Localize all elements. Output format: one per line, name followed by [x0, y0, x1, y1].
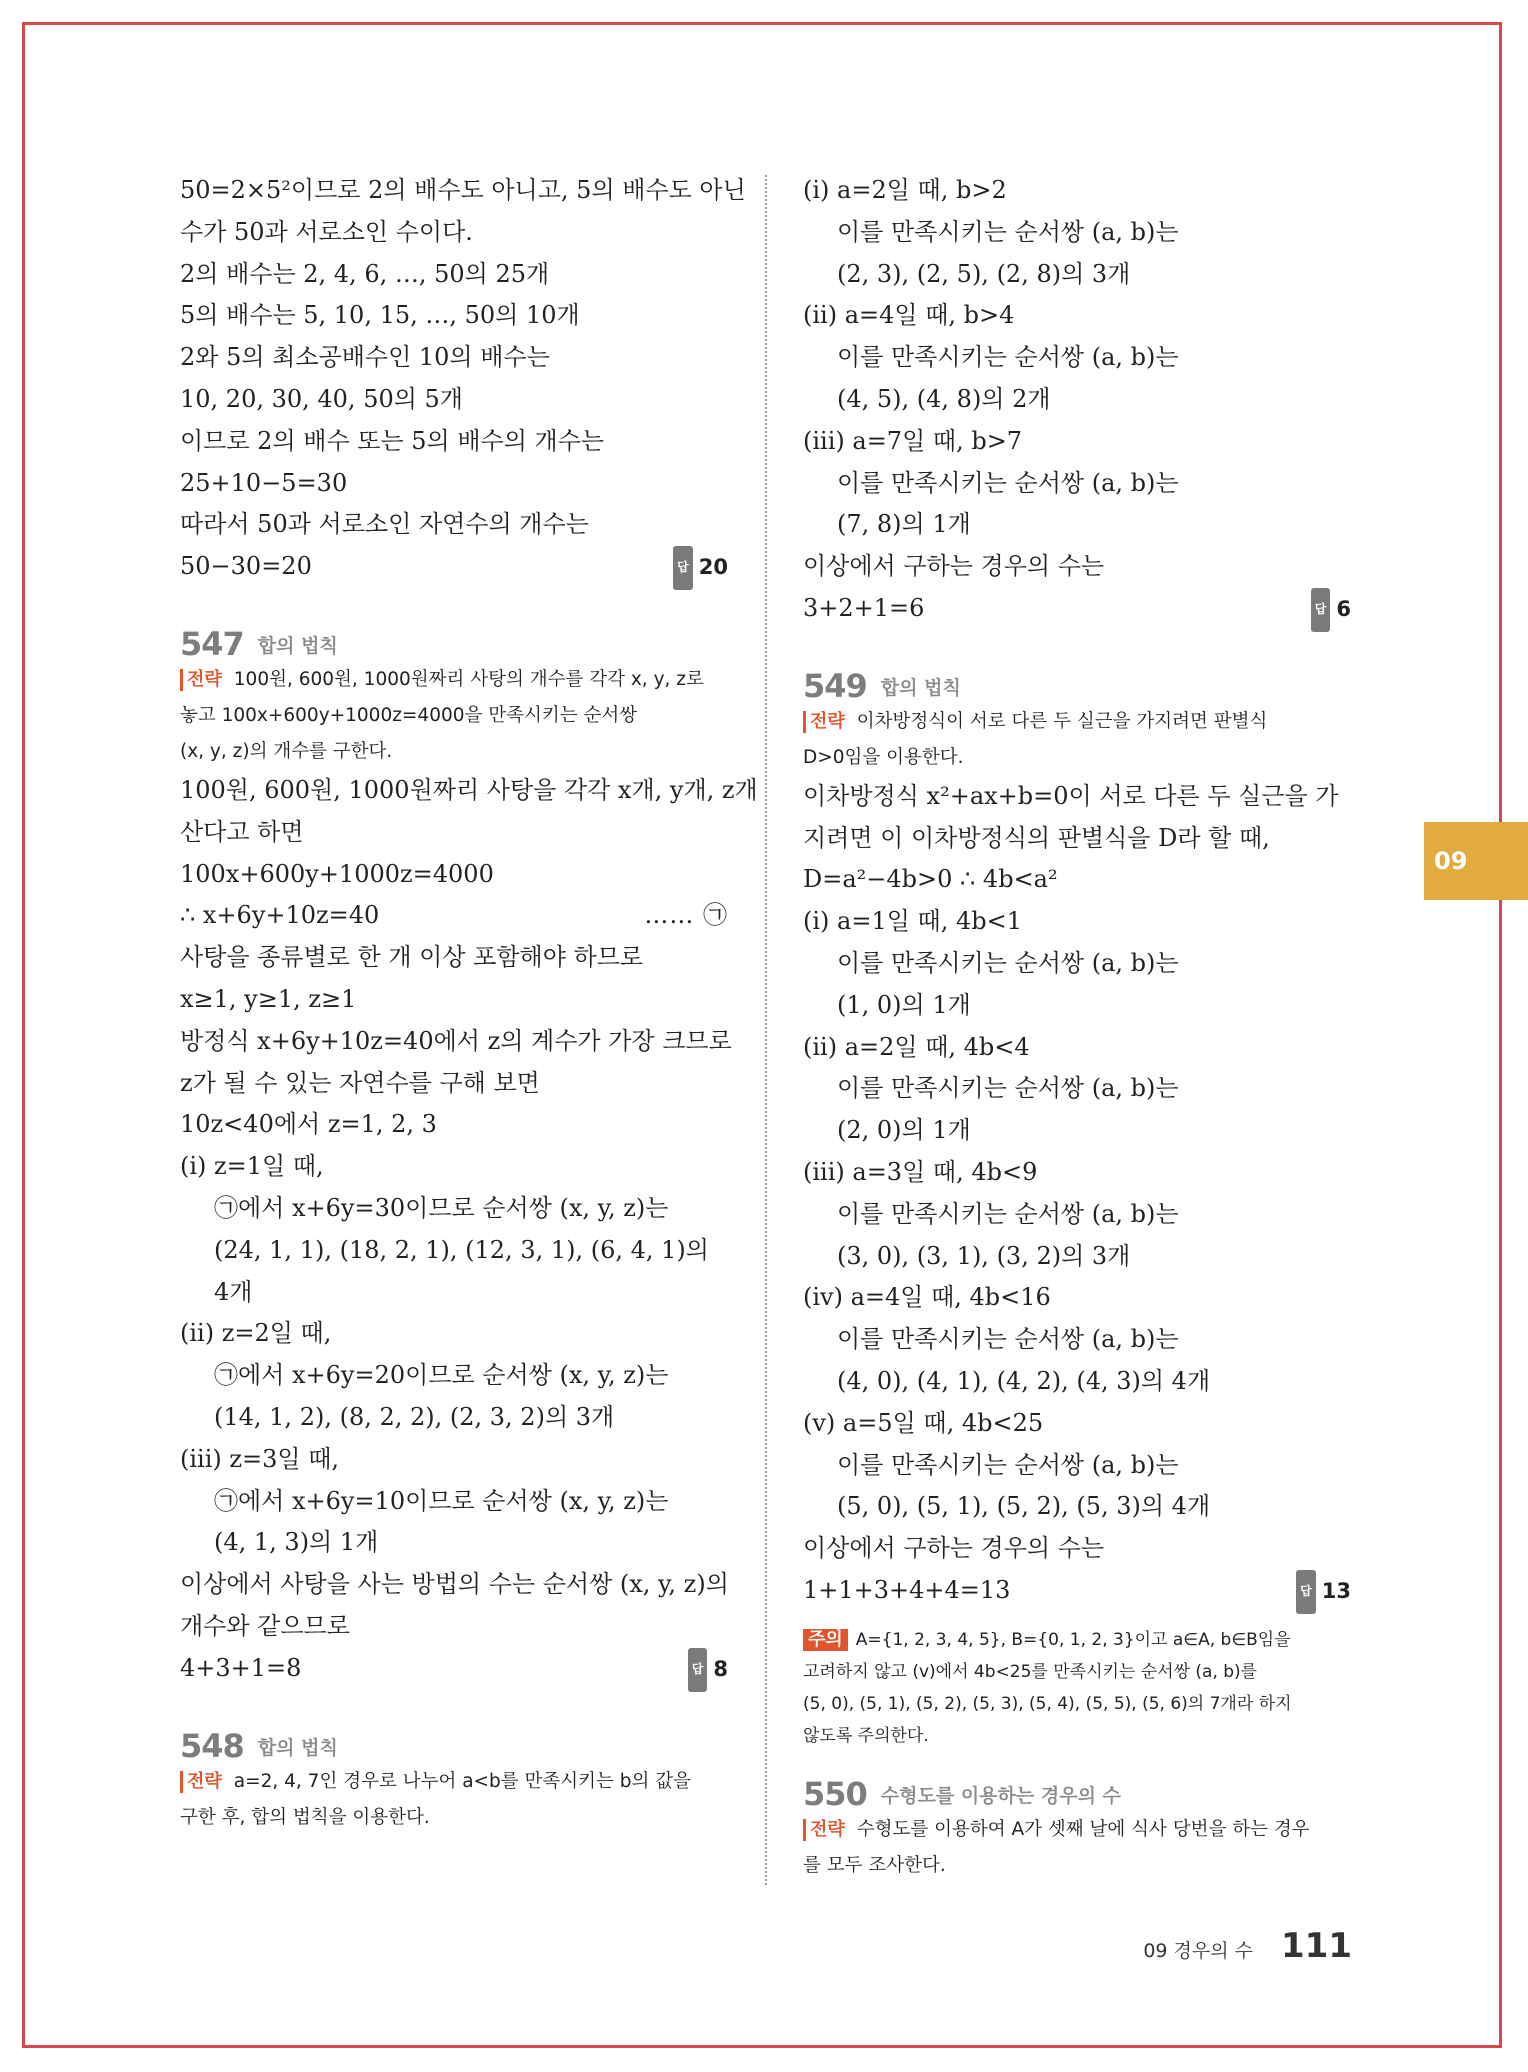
solution-line: (3, 0), (3, 1), (3, 2)의 3개 [837, 1241, 1131, 1270]
solution-line [180, 1648, 728, 1690]
solution-line: 5의 배수는 5, 10, 15, …, 50의 10개 [180, 301, 580, 330]
solution-line: ㉠에서 x+6y=20이므로 순서쌍 (x, y, z)는 [214, 1361, 669, 1390]
solution-line: 10z<40에서 z=1, 2, 3 [180, 1110, 437, 1139]
strategy-line: 이차방정식이 서로 다른 두 실근을 가지려면 판별식 [856, 710, 1268, 732]
problem-header-548 [180, 1720, 728, 1764]
solution-line: 이를 만족시키는 순서쌍 (a, b)는 [837, 1074, 1179, 1103]
problem-number: 550 [803, 1774, 867, 1813]
case-heading: (iii) a=3일 때, 4b<9 [803, 1157, 1038, 1186]
answer-value: 13 [1321, 1578, 1351, 1603]
equation: ∴ x+6y+10z=40 [180, 901, 380, 930]
problem-header-550 [803, 1768, 1351, 1812]
solution-line: x≥1, y≥1, z≥1 [180, 984, 357, 1013]
strategy-line: (x, y, z)의 개수를 구한다. [180, 740, 393, 762]
strategy-box [180, 662, 728, 698]
solution-line [803, 588, 1351, 630]
solution-line: 2와 5의 최소공배수인 10의 배수는 [180, 343, 550, 372]
answer-value: 20 [698, 555, 728, 580]
solution-line: 이상에서 구하는 경우의 수는 [803, 552, 1105, 581]
answer-badge [673, 546, 728, 590]
solution-line: 방정식 x+6y+10z=40에서 z의 계수가 가장 크므로 [180, 1026, 732, 1055]
solution-line: 이상에서 사탕을 사는 방법의 수는 순서쌍 (x, y, z)의 [180, 1570, 729, 1599]
strategy-tag: 전략 [803, 1819, 851, 1841]
solution-line: 개수와 같으므로 [180, 1611, 350, 1640]
solution-line: (7, 8)의 1개 [837, 510, 971, 539]
answer-icon: 답 [1311, 588, 1331, 632]
problem-number: 547 [180, 624, 244, 663]
solution-line: (2, 3), (2, 5), (2, 8)의 3개 [837, 259, 1131, 288]
column-divider [765, 175, 767, 1885]
strategy-box [803, 1812, 1351, 1848]
solution-line: ㉠에서 x+6y=10이므로 순서쌍 (x, y, z)는 [214, 1486, 669, 1515]
solution-line: 이를 만족시키는 순서쌍 (a, b)는 [837, 343, 1179, 372]
solution-line [180, 546, 728, 588]
solution-line: (1, 0)의 1개 [837, 990, 971, 1019]
solution-line: (4, 0), (4, 1), (4, 2), (4, 3)의 4개 [837, 1366, 1211, 1395]
answer-badge [688, 1648, 728, 1692]
solution-line: 따라서 50과 서로소인 자연수의 개수는 [180, 510, 589, 539]
equation-marker: …… ㉠ [644, 901, 728, 930]
solution-line: (5, 0), (5, 1), (5, 2), (5, 3)의 4개 [837, 1492, 1211, 1521]
solution-line: 산다고 하면 [180, 817, 304, 846]
solution-line: 이상에서 구하는 경우의 수는 [803, 1534, 1105, 1563]
solution-line: 이므로 2의 배수 또는 5의 배수의 개수는 [180, 426, 605, 455]
solution-line: 10, 20, 30, 40, 50의 5개 [180, 384, 463, 413]
solution-line [180, 895, 728, 937]
equation: 50−30=20 [180, 552, 312, 581]
problem-header-547 [180, 618, 728, 662]
right-column [803, 170, 1351, 1884]
case-heading: (ii) z=2일 때, [180, 1319, 332, 1348]
caution-line: (5, 0), (5, 1), (5, 2), (5, 3), (5, 4), (5, 5), (5, 6)의 7개라 하지 [803, 1693, 1292, 1714]
solution-line: 이를 만족시키는 순서쌍 (a, b)는 [837, 217, 1179, 246]
strategy-line: D>0임을 이용한다. [803, 746, 964, 768]
strategy-line: 를 모두 조사한다. [803, 1854, 946, 1876]
solution-line: 100x+600y+1000z=4000 [180, 859, 494, 888]
strategy-line: 구한 후, 합의 법칙을 이용한다. [180, 1806, 430, 1828]
answer-value: 8 [713, 1656, 728, 1681]
solution-line: ㉠에서 x+6y=30이므로 순서쌍 (x, y, z)는 [214, 1193, 669, 1222]
solution-line: (14, 1, 2), (8, 2, 2), (2, 3, 2)의 3개 [214, 1402, 615, 1431]
solution-line: 100원, 600원, 1000원짜리 사탕을 각각 x개, y개, z개 [180, 775, 758, 804]
case-heading: (iii) a=7일 때, b>7 [803, 426, 1023, 455]
solution-line: D=a²−4b>0 ∴ 4b<a² [803, 865, 1058, 894]
solution-line: (2, 0)의 1개 [837, 1116, 971, 1145]
left-column [180, 170, 758, 1836]
solution-line: (4, 1, 3)의 1개 [214, 1528, 379, 1557]
answer-badge [1311, 588, 1351, 632]
problem-header-549 [803, 660, 1351, 704]
strategy-line: 수형도를 이용하여 A가 셋째 날에 식사 당번을 하는 경우 [856, 1818, 1310, 1840]
problem-topic: 합의 법칙 [257, 634, 338, 657]
caution-line: 않도록 주의한다. [803, 1725, 929, 1746]
case-heading: (i) a=1일 때, 4b<1 [803, 907, 1022, 936]
problem-topic: 합의 법칙 [257, 1736, 338, 1759]
solution-line: 이를 만족시키는 순서쌍 (a, b)는 [837, 1199, 1179, 1228]
caution-tag: 주의 [803, 1629, 848, 1651]
strategy-box [803, 704, 1351, 740]
solution-line: 사탕을 종류별로 한 개 이상 포함해야 하므로 [180, 943, 644, 972]
case-heading: (v) a=5일 때, 4b<25 [803, 1408, 1044, 1437]
answer-icon: 답 [673, 546, 693, 590]
answer-icon: 답 [1296, 1570, 1316, 1614]
case-heading: (i) z=1일 때, [180, 1152, 324, 1181]
strategy-tag: 전략 [180, 1771, 228, 1793]
solution-line: 이를 만족시키는 순서쌍 (a, b)는 [837, 468, 1179, 497]
problem-topic: 수형도를 이용하는 경우의 수 [880, 1784, 1121, 1807]
case-heading: (iii) z=3일 때, [180, 1444, 340, 1473]
problem-number: 549 [803, 666, 867, 705]
solution-line: 지려면 이 이차방정식의 판별식을 D라 할 때, [803, 823, 1270, 852]
strategy-tag: 전략 [180, 669, 228, 691]
solution-line: 이를 만족시키는 순서쌍 (a, b)는 [837, 948, 1179, 977]
strategy-line: 100원, 600원, 1000원짜리 사탕의 개수를 각각 x, y, z로 [233, 668, 704, 690]
caution-line: A={1, 2, 3, 4, 5}, B={0, 1, 2, 3}이고 a∈A, b∈B임을 [855, 1629, 1291, 1650]
strategy-box [180, 1764, 728, 1800]
chapter-title: 09 경우의 수 [1143, 1940, 1254, 1962]
solution-line: 2의 배수는 2, 4, 6, …, 50의 25개 [180, 259, 550, 288]
page-footer [1143, 1926, 1352, 1966]
case-heading: (i) a=2일 때, b>2 [803, 176, 1007, 204]
solution-line: 50=2×5²이므로 2의 배수도 아니고, 5의 배수도 아닌 [180, 176, 746, 204]
equation: 4+3+1=8 [180, 1653, 302, 1682]
solution-line: 이차방정식 x²+ax+b=0이 서로 다른 두 실근을 가 [803, 781, 1339, 810]
page-number: 111 [1281, 1926, 1352, 1966]
caution-note [803, 1624, 1351, 1656]
problem-topic: 합의 법칙 [880, 676, 961, 699]
chapter-side-tab: 09 [1424, 822, 1528, 900]
case-heading: (ii) a=4일 때, b>4 [803, 301, 1015, 330]
answer-icon: 답 [688, 1648, 708, 1692]
strategy-tag: 전략 [803, 711, 851, 733]
answer-value: 6 [1336, 596, 1351, 621]
solution-line: 수가 50과 서로소인 수이다. [180, 217, 473, 246]
solution-line: 25+10−5=30 [180, 468, 348, 497]
strategy-line: 놓고 100x+600y+1000z=4000을 만족시키는 순서쌍 [180, 704, 638, 726]
solution-line: 이를 만족시키는 순서쌍 (a, b)는 [837, 1450, 1179, 1479]
solution-line: z가 될 수 있는 자연수를 구해 보면 [180, 1068, 540, 1097]
solution-line [803, 1570, 1351, 1612]
problem-number: 548 [180, 1726, 244, 1765]
equation: 1+1+3+4+4=13 [803, 1575, 1011, 1604]
case-heading: (iv) a=4일 때, 4b<16 [803, 1283, 1051, 1312]
strategy-line: a=2, 4, 7인 경우로 나누어 a<b를 만족시키는 b의 값을 [233, 1770, 691, 1792]
caution-line: 고려하지 않고 (v)에서 4b<25를 만족시키는 순서쌍 (a, b)를 [803, 1661, 1258, 1682]
solution-line: 4개 [214, 1277, 253, 1306]
equation: 3+2+1=6 [803, 593, 925, 622]
answer-badge [1296, 1570, 1351, 1614]
solution-line: 이를 만족시키는 순서쌍 (a, b)는 [837, 1325, 1179, 1354]
solution-line: (4, 5), (4, 8)의 2개 [837, 384, 1051, 413]
solution-line: (24, 1, 1), (18, 2, 1), (12, 3, 1), (6, 4, 1)의 [214, 1235, 709, 1264]
case-heading: (ii) a=2일 때, 4b<4 [803, 1032, 1030, 1061]
